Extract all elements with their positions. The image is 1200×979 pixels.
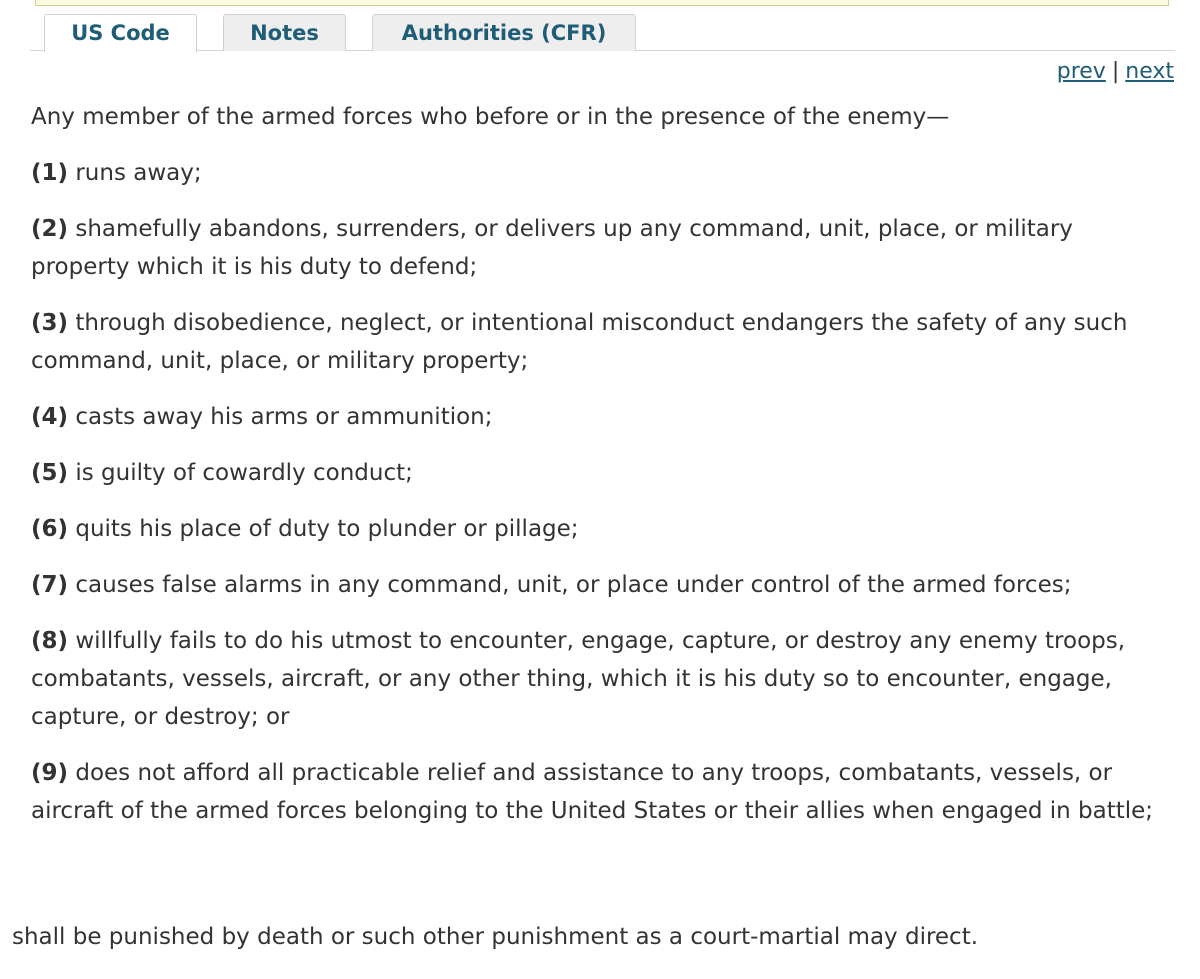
tab-notes[interactable]: Notes (223, 14, 346, 51)
paragraph-3 (31, 304, 1176, 380)
paragraph-text: shamefully abandons, surrenders, or delivers up any command, unit, place, or military property which it is his duty to defend; (31, 216, 1073, 280)
next-link[interactable]: next (1125, 59, 1174, 84)
paragraph-number: (5) (31, 460, 69, 486)
paragraph-number: (7) (31, 572, 69, 598)
paragraph-text: causes false alarms in any command, unit, or place under control of the armed forces; (75, 572, 1072, 598)
paragraph-text: does not afford all practicable relief and assistance to any troops, combatants, vessels, or aircraft of the armed forces belonging to the United States or their allies when engaged in battle; (31, 760, 1154, 824)
tab-us-code[interactable]: US Code (44, 14, 197, 52)
section-text (31, 98, 1176, 848)
paragraph-6 (31, 510, 1176, 548)
paragraph-2 (31, 210, 1176, 286)
paragraph-number: (1) (31, 160, 69, 186)
nav-separator: | (1111, 59, 1120, 84)
paragraph-9 (31, 754, 1176, 830)
paragraph-text: casts away his arms or ammunition; (75, 404, 493, 430)
paragraph-8 (31, 622, 1176, 736)
paragraph-1 (31, 154, 1176, 192)
paragraph-number: (2) (31, 216, 69, 242)
paragraph-text: runs away; (75, 160, 202, 186)
paragraph-4 (31, 398, 1176, 436)
paragraph-text: quits his place of duty to plunder or pillage; (75, 516, 579, 542)
paragraph-number: (3) (31, 310, 69, 336)
paragraph-number: (4) (31, 404, 69, 430)
paragraph-number: (6) (31, 516, 69, 542)
section-intro: Any member of the armed forces who before or in the presence of the enemy— (31, 104, 950, 130)
paragraph-text: through disobedience, neglect, or intentional misconduct endangers the safety of any such command, unit, place, or military property; (31, 310, 1128, 374)
prev-next-nav (1057, 56, 1174, 88)
paragraph-number: (8) (31, 628, 69, 654)
paragraph-7 (31, 566, 1176, 604)
prev-link[interactable]: prev (1056, 59, 1106, 84)
section-closing: shall be punished by death or such other punishment as a court-martial may direct. (12, 924, 979, 950)
paragraph-text: is guilty of cowardly conduct; (75, 460, 413, 486)
paragraph-text: willfully fails to do his utmost to encounter, engage, capture, or destroy any enemy troops, combatants, vessels, aircraft, or any other thing, which it is his duty so to encounter, engage, capture, or destroy; or (31, 628, 1126, 730)
tab-bar (30, 0, 1175, 52)
paragraph-number: (9) (31, 760, 69, 786)
tab-authorities-cfr[interactable]: Authorities (CFR) (372, 14, 636, 51)
paragraph-5 (31, 454, 1176, 492)
